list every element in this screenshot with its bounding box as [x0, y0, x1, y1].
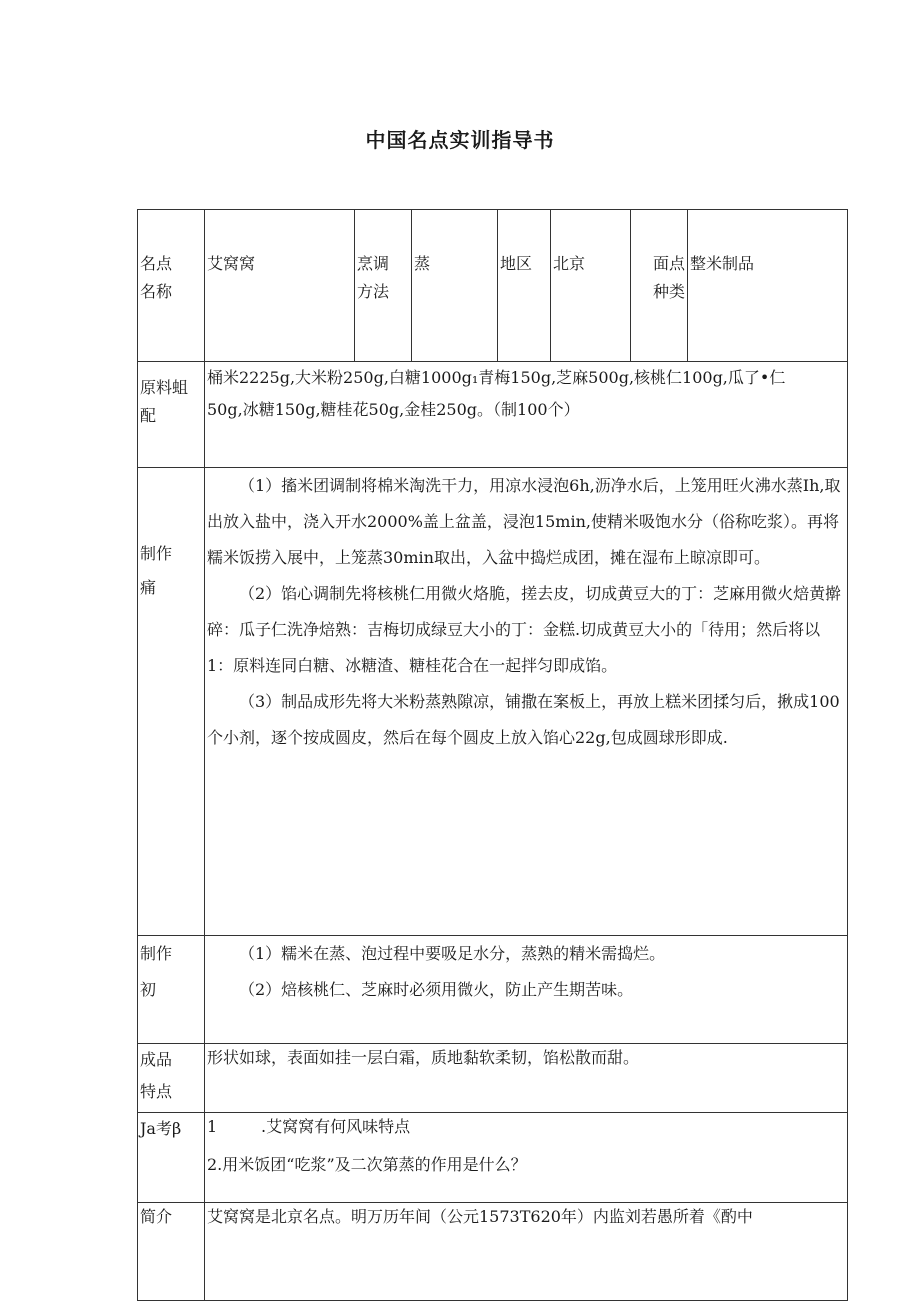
category-label-line-2: 种类 — [652, 282, 685, 301]
category-label-cell — [631, 210, 688, 362]
tips-row — [138, 936, 848, 1044]
method-steps-label-cell — [138, 468, 205, 936]
method-step-2: （2）馅心调制先将核桃仁用微火烙脆，搓去皮，切成黄豆大的丁：芝麻用微火焙黄擀碎：瓜子仁洗净焙熟：吉梅切成绿豆大小的丁：金糕.切成黄豆大小的「待用；然后将以1：原料连同白糖、冰糖渣、糖桂花合在一起拌匀即成馅。 — [207, 584, 842, 675]
method-steps-label-line-1: 制作 — [140, 544, 173, 563]
tip-item-1: （1）糯米在蒸、泡过程中要吸足水分，蒸熟的精米需捣烂。 — [239, 944, 666, 963]
questions-label: Ja考β — [140, 1119, 182, 1138]
question-1-number: 1 — [207, 1117, 218, 1136]
tips-content-cell — [205, 936, 848, 1044]
intro-content-cell — [205, 1203, 848, 1301]
features-content-cell — [205, 1044, 848, 1113]
ingredients-line-2: 50g,冰糖150g,糖桂花50g,金桂250g。（制100个） — [207, 400, 580, 419]
tips-label-line-2: 初 — [140, 980, 157, 999]
method-steps-label-line-2: 痛 — [140, 578, 157, 597]
recipe-table — [137, 209, 848, 1301]
method-steps-content-cell — [205, 468, 848, 936]
page-title: 中国名点实训指导书 — [365, 128, 555, 152]
method-row — [138, 468, 848, 936]
name-label-line-1: 名点 — [140, 254, 173, 273]
method-label-line-1: 烹调 — [357, 254, 390, 273]
features-label-line-1: 成品 — [140, 1050, 173, 1069]
method-step-1: （1）搐米团调制将棉米淘洗干力，用凉水浸泡6h,沥净水后，上笼用旺火沸水蒸Ih,取出放入盐中，浇入开水2000%盖上盆盖，浸泡15min,使精米吸饱水分（俗称吃浆）。再将糯米饭捞入展中，上笼蒸30min取出，入盆中捣烂成团，摊在湿布上晾凉即可。 — [207, 476, 841, 567]
ingredients-row — [138, 362, 848, 468]
question-1-text: .艾窝窝有何风味特点 — [261, 1117, 411, 1136]
name-label-cell — [138, 210, 205, 362]
ingredients-line-1: 桶米2225g,大米粉250g,白糖1000g₁青梅150g,芝麻500g,核桃仁100g,瓜了•仁 — [207, 368, 786, 387]
method-label-line-2: 方法 — [357, 282, 390, 301]
method-step-3: （3）制品成形先将大米粉蒸熟隙凉，铺撒在案板上，再放上糕米团揉匀后，揪成100个小剂，逐个按成圆皮，然后在每个圆皮上放入馅心22g,包成圆球形即成. — [207, 692, 840, 747]
name-value-cell — [205, 210, 355, 362]
header-row — [138, 210, 848, 362]
category-label-line-1: 面点 — [652, 254, 685, 273]
questions-content-cell — [205, 1113, 848, 1203]
features-label-line-2: 特点 — [140, 1082, 173, 1101]
region-label: 地区 — [500, 254, 533, 273]
intro-row — [138, 1203, 848, 1301]
name-value: 艾窝窝 — [207, 254, 256, 273]
intro-text: 艾窝窝是北京名点。明万历年间（公元1573T620年）内监刘若愚所着《酌中 — [207, 1207, 753, 1226]
features-row — [138, 1044, 848, 1113]
intro-label: 简介 — [140, 1207, 173, 1226]
tips-label-line-1: 制作 — [140, 944, 173, 963]
features-text: 形状如球，表面如挂一层白霜，质地黏软柔韧，馅松散而甜。 — [207, 1048, 640, 1067]
category-value: 整米制品 — [690, 254, 755, 273]
features-label-cell — [138, 1044, 205, 1113]
question-2: 2.用米饭团“吃浆”及二次第蒸的作用是什么？ — [207, 1155, 527, 1174]
name-label-line-2: 名称 — [140, 282, 173, 301]
ingredients-label-line-2: 配 — [140, 406, 157, 425]
tips-label-cell — [138, 936, 205, 1044]
intro-label-cell — [138, 1203, 205, 1301]
region-value-cell — [551, 210, 631, 362]
region-value: 北京 — [553, 254, 586, 273]
ingredients-label-line-1: 原料蛆 — [140, 378, 189, 397]
questions-row — [138, 1113, 848, 1203]
region-label-cell — [498, 210, 551, 362]
ingredients-content-cell — [205, 362, 848, 468]
ingredients-label-cell — [138, 362, 205, 468]
method-value-cell — [412, 210, 498, 362]
tip-item-2: （2）焙核桃仁、芝麻时必须用微火，防止产生期苦味。 — [239, 980, 634, 999]
method-label-cell — [355, 210, 412, 362]
category-value-cell — [688, 210, 848, 362]
questions-label-cell — [138, 1113, 205, 1203]
method-value: 蒸 — [414, 254, 431, 273]
question-1 — [207, 1113, 845, 1141]
